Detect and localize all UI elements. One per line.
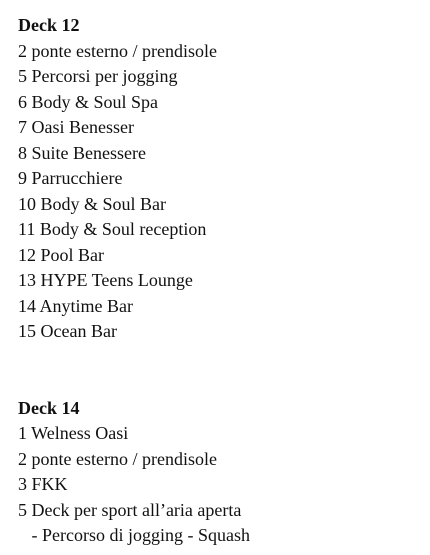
deck-12-item: 13 HYPE Teens Lounge <box>18 270 193 290</box>
deck-12-item: 10 Body & Soul Bar <box>18 193 167 214</box>
deck-12-item: 11 Body & Soul reception <box>18 219 207 239</box>
deck-12-item: 8 Suite Benessere <box>18 142 146 163</box>
deck-12-item: 2 ponte esterno / prendisole <box>18 40 217 61</box>
deck-14-heading: Deck 14 <box>18 397 80 418</box>
deck-12-item: 15 Ocean Bar <box>18 321 117 341</box>
deck-14-item: 2 ponte esterno / prendisole <box>18 448 217 469</box>
deck-12-item: 7 Oasi Benesser <box>18 117 134 137</box>
deck-12-item: 12 Pool Bar <box>18 244 105 265</box>
deck-14-item: 1 Welness Oasi <box>18 423 129 443</box>
deck-14-item: 3 FKK <box>18 474 68 494</box>
document-page <box>18 13 423 549</box>
deck-12-item: 9 Parrucchiere <box>18 168 123 188</box>
deck-12-heading: Deck 12 <box>18 15 80 35</box>
deck-14-section <box>18 396 423 549</box>
deck-12-item: 6 Body & Soul Spa <box>18 91 159 112</box>
section-spacer <box>18 345 423 396</box>
deck-12-section <box>18 13 423 345</box>
deck-12-item: 5 Percorsi per jogging <box>18 66 178 86</box>
deck-14-item: 5 Deck per sport all’aria aperta <box>18 499 242 520</box>
deck-14-item: - Percorso di jogging - Squash <box>18 525 250 545</box>
deck-12-item: 14 Anytime Bar <box>18 295 133 316</box>
